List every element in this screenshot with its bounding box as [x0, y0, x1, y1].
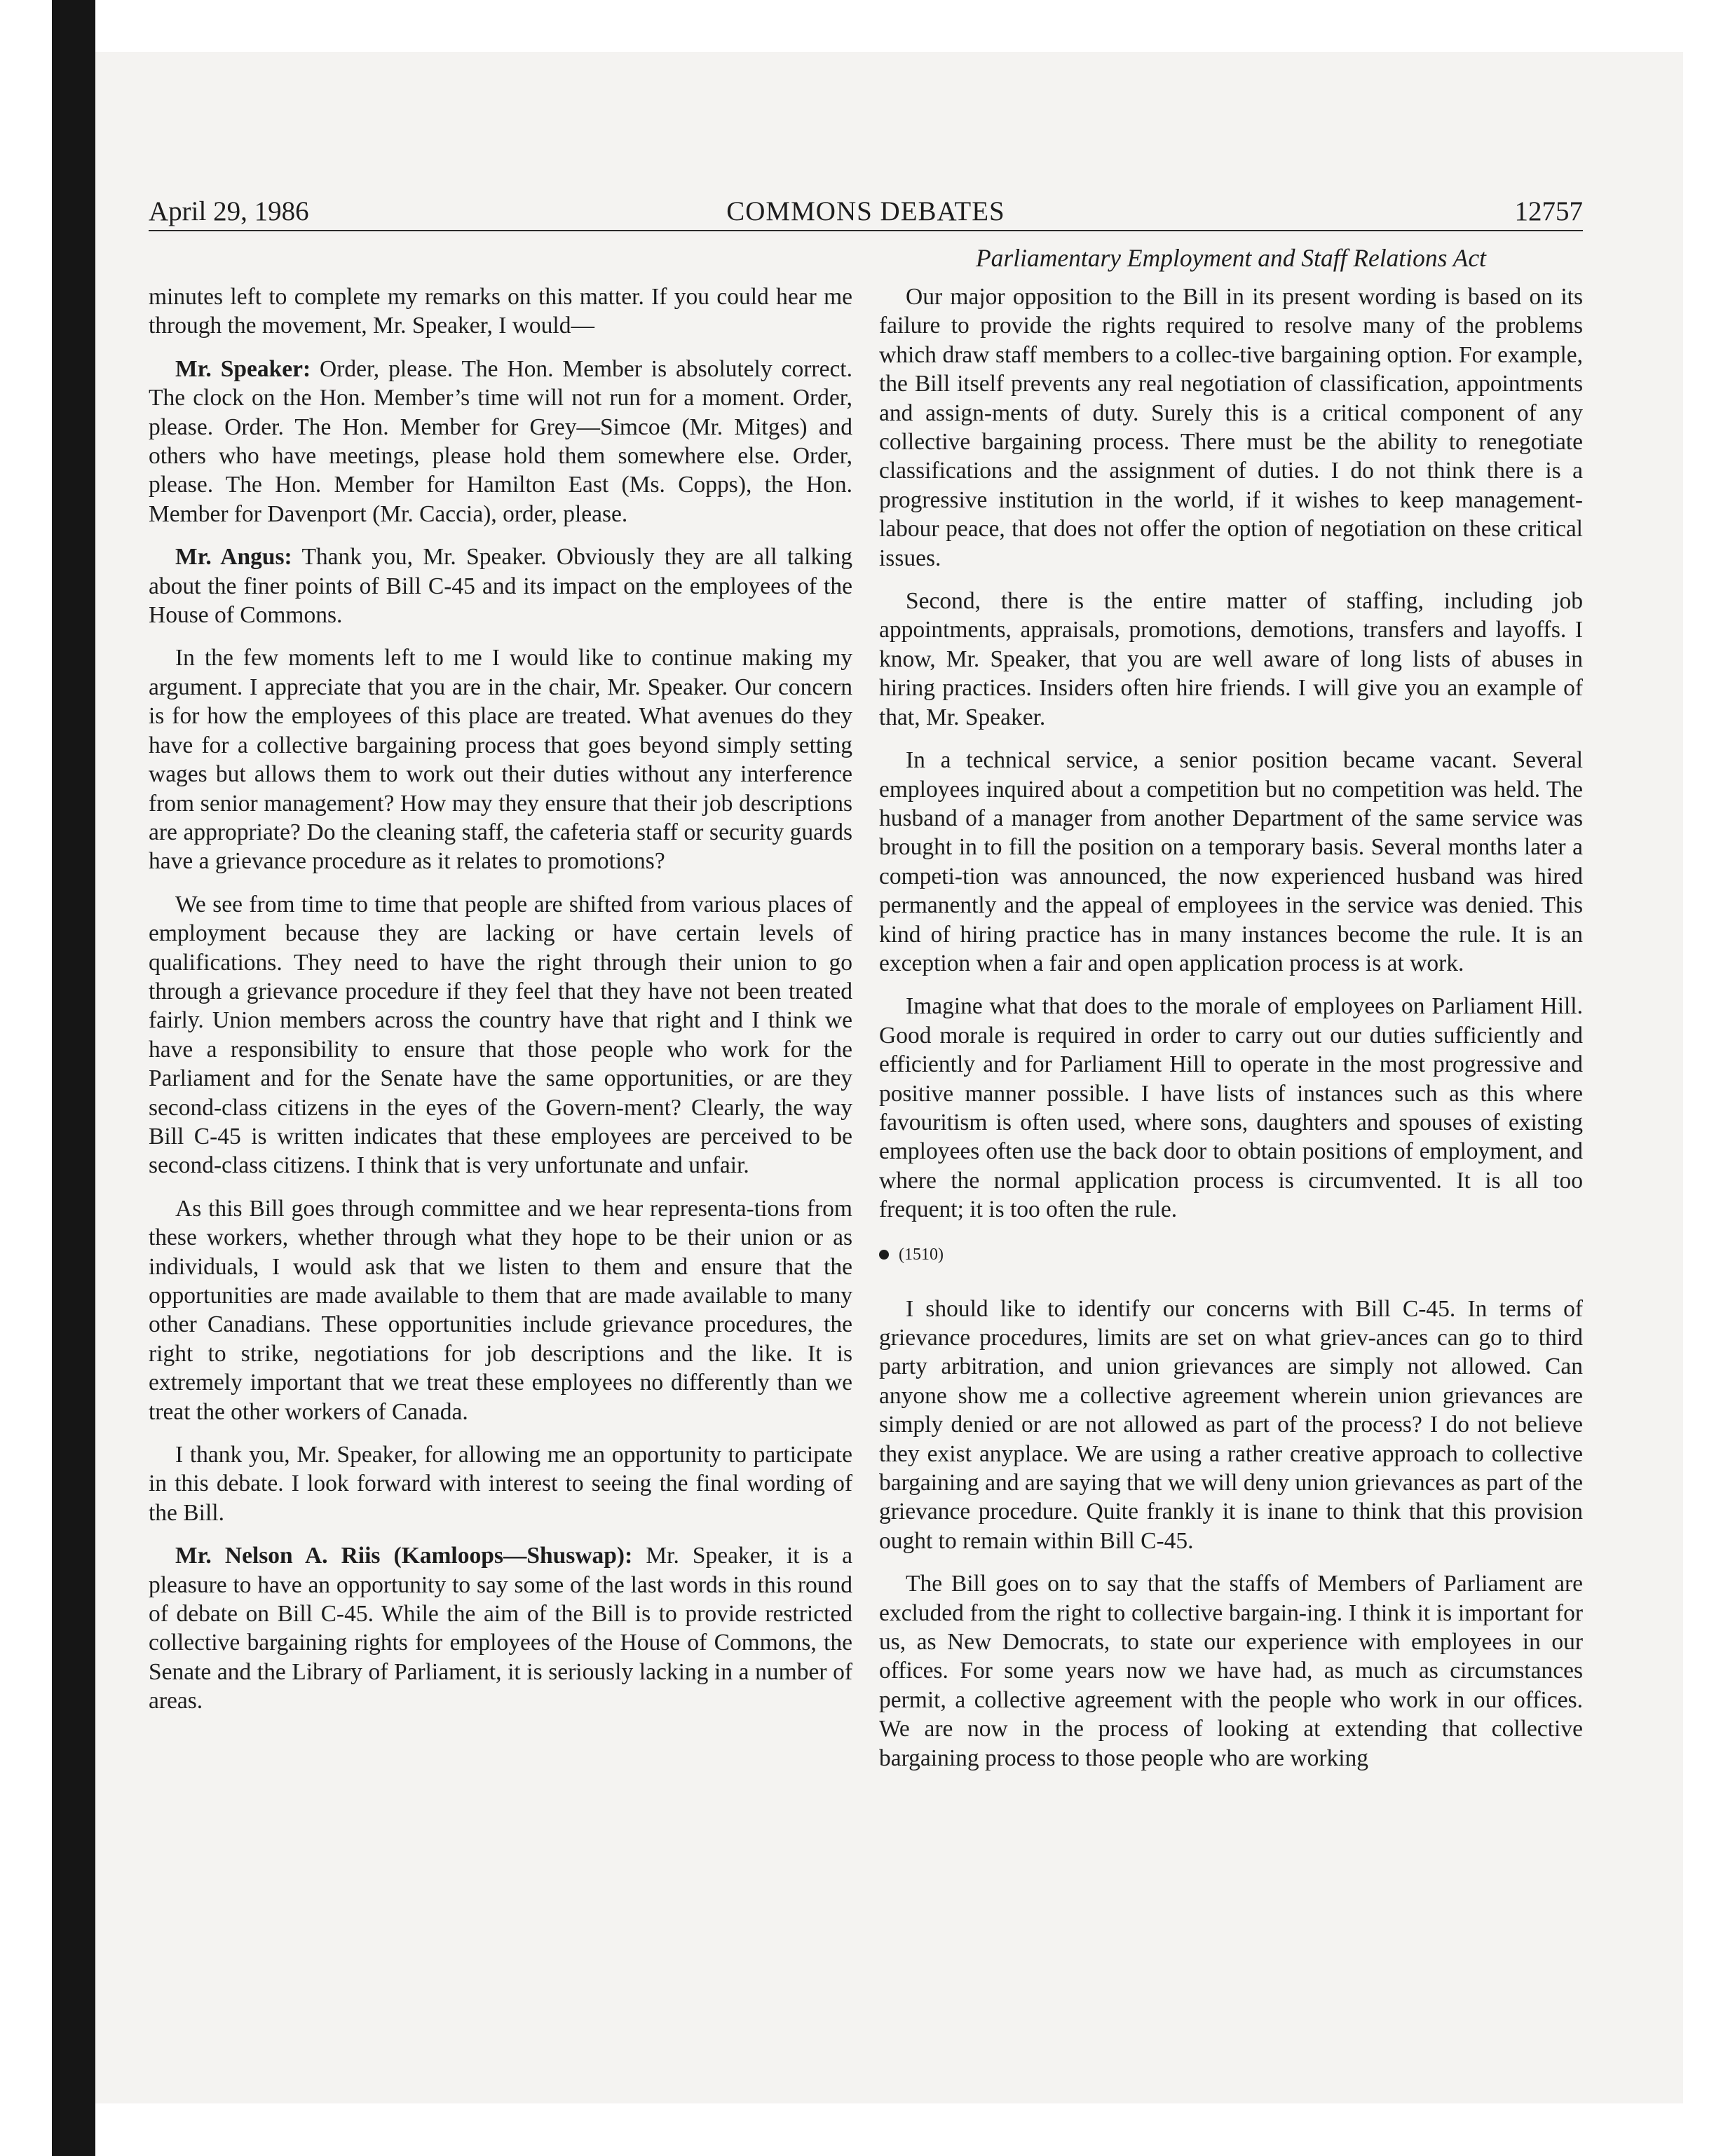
paragraph — [149, 1541, 852, 1715]
paragraph — [879, 587, 1583, 732]
paragraph-text: Mr. Speaker, it is a pleasure to have an opportunity to say some of the last words in this round of debate on Bill C-45. While the aim of the Bill is to provide restricted collective bargaining rights for employees of the House of Commons, the Senate and the Library of Parliament, it is seriously lacking in a number of areas. — [149, 1543, 852, 1714]
paragraph — [149, 355, 852, 528]
header-date: April 29, 1986 — [149, 196, 309, 226]
paragraph-text: As this Bill goes through committee and we hear representa-tions from these workers, whether through what they hope to be their union or as individuals, I would ask that we listen to them and ensure that the opportunities are made available to them that are made available to many other Canadians. These opportunities include grievance procedures, the right to strike, negotiations for job descriptions and the like. It is extremely important that we treat these employees no differently than we treat the other workers of Canada. — [149, 1195, 852, 1425]
speaker-name: Mr. Angus: — [175, 544, 292, 571]
paragraph — [149, 543, 852, 629]
bullet-icon — [879, 1250, 889, 1260]
paragraph-text: In a technical service, a senior position became vacant. Several employees inquired about a competition but no competition was held. The husband of a manager from another Department of the same service was brought in to fill the position on a temporary basis. Several months later a competi-tion was announced, the now experienced husband was hired permanently and the appeal of employees in the service was denied. This kind of hiring practice has in many instances become the rule. It is an exception when a fair and open application process is at work. — [879, 747, 1583, 976]
right-column — [879, 282, 1583, 1787]
speaker-name: Mr. Speaker: — [175, 355, 311, 382]
paragraph-text: Order, please. The Hon. Member is absolutely correct. The clock on the Hon. Member’s time will not run for a moment. Order, please. Order. The Hon. Member for Grey—Simcoe (Mr. Mitges) and others who have meetings, please hold them somewhere else. Order, please. The Hon. Member for Hamilton East (Ms. Copps), the Hon. Member for Davenport (Mr. Caccia), order, please. — [149, 355, 852, 527]
paragraph — [149, 890, 852, 1180]
paragraph-text: We see from time to time that people are shifted from various places of employment because they are lacking or have certain levels of qualifications. They need to have the right through their union to go through a grievance procedure if they feel that they have not been treated fairly. Union members across the country have that right and I think we have a responsibility to ensure that those people who work for the Parliament and for the Senate have the same opportunities, or are they second-class citizens in the eyes of the Govern-ment? Clearly, the way Bill C-45 is written indicates that these employees are perceived to be second-class citizens. I think that is very unfortunate and unfair. — [149, 891, 852, 1179]
paragraph-text: Imagine what that does to the morale of employees on Parliament Hill. Good morale is required in order to carry out our duties sufficiently and efficiently and for Parliament Hill to operate in the most progressive and positive manner possible. I have lists of instances such as this where favouritism is often used, where sons, daughters and spouses of existing employees often use the back door to obtain positions of employment, and where the normal application process is circumvented. It is all too frequent; it is too often the rule. — [879, 993, 1583, 1223]
paragraph — [879, 746, 1583, 978]
paragraph — [149, 1440, 852, 1527]
paragraph-text: Second, there is the entire matter of staffing, including job appointments, appraisals, promotions, demotions, transfers and layoffs. I know, Mr. Speaker, that you are well aware of long lists of abuses in hiring practices. Insiders often hire friends. I will give you an example of that, Mr. Speaker. — [879, 588, 1583, 730]
paragraph-text: minutes left to complete my remarks on this matter. If you could hear me through the movement, Mr. Speaker, I would— — [149, 284, 852, 339]
paragraph — [879, 1295, 1583, 1556]
paragraph-text: The Bill goes on to say that the staffs of Members of Parliament are excluded from the right to collective bargain-ing. I think it is important for us, as New Democrats, to state our experience with employees in our offices. For some years now we have had, as much as circumstances permit, a collective agreement with the people who work in our offices. We are now in the process of looking at extending that collective bargaining process to those people who are working — [879, 1571, 1583, 1771]
header-publication: COMMONS DEBATES — [726, 196, 1005, 226]
section-title: Parliamentary Employment and Staff Relations Act — [976, 244, 1486, 272]
paragraph — [149, 1194, 852, 1426]
scan-edge — [52, 0, 95, 2156]
running-head — [149, 193, 1583, 231]
header-page-number: 12757 — [1514, 196, 1583, 226]
paragraph — [879, 1569, 1583, 1773]
paragraph-text: I thank you, Mr. Speaker, for allowing me an opportunity to participate in this debate. I look forward with interest to seeing the final wording of the Bill. — [149, 1442, 852, 1526]
paragraph — [149, 282, 852, 341]
paragraph-text: I should like to identify our concerns with Bill C-45. In terms of grievance procedures, limits are set on what griev-ances can go to third party arbitration, and union grievances are simply not allowed. Can anyone show me a collective agreement wherein union grievances are simply denied or are not allowed as part of the process? I do not believe they exist anyplace. We are using a rather creative approach to collective bargaining and are saying that we will deny union grievances as part of the grievance procedure. Quite frankly it is inane to think that this provision ought to remain within Bill C-45. — [879, 1295, 1583, 1554]
speaker-name: Mr. Nelson A. Riis (Kamloops—Shuswap): — [175, 1543, 633, 1569]
time-marker — [879, 1244, 1583, 1265]
paragraph — [879, 282, 1583, 573]
paragraph — [149, 643, 852, 875]
paragraph — [879, 992, 1583, 1224]
left-column — [149, 282, 852, 1730]
paragraph-text: Thank you, Mr. Speaker. Obviously they are all talking about the finer points of Bill C-45 and its impact on the employees of the House of Commons. — [149, 544, 852, 629]
paragraph-text: In the few moments left to me I would like to continue making my argument. I appreciate that you are in the chair, Mr. Speaker. Our concern is for how the employees of this place are treated. What avenues do they have for a collective bargaining process that goes beyond simply setting wages but allows them to work out their duties without any interference from senior management? How may they ensure that their job descriptions are appropriate? Do the cleaning staff, the cafeteria staff or security guards have a grievance procedure as it relates to promotions? — [149, 645, 852, 875]
paragraph-text: Our major opposition to the Bill in its present wording is based on its failure to provide the rights required to resolve many of the problems which draw staff members to a collec-tive bargaining option. For example, the Bill itself prevents any real negotiation of classification, appointments and assign-ments of duty. Surely this is a critical component of any collective bargaining process. There must be the ability to renegotiate classifications and the assignment of duties. I do not think there is a progressive institution in the world, if it wishes to keep management-labour peace, that does not offer the option of negotiation on these critical issues. — [879, 284, 1583, 571]
time-marker-text: (1510) — [899, 1245, 944, 1264]
